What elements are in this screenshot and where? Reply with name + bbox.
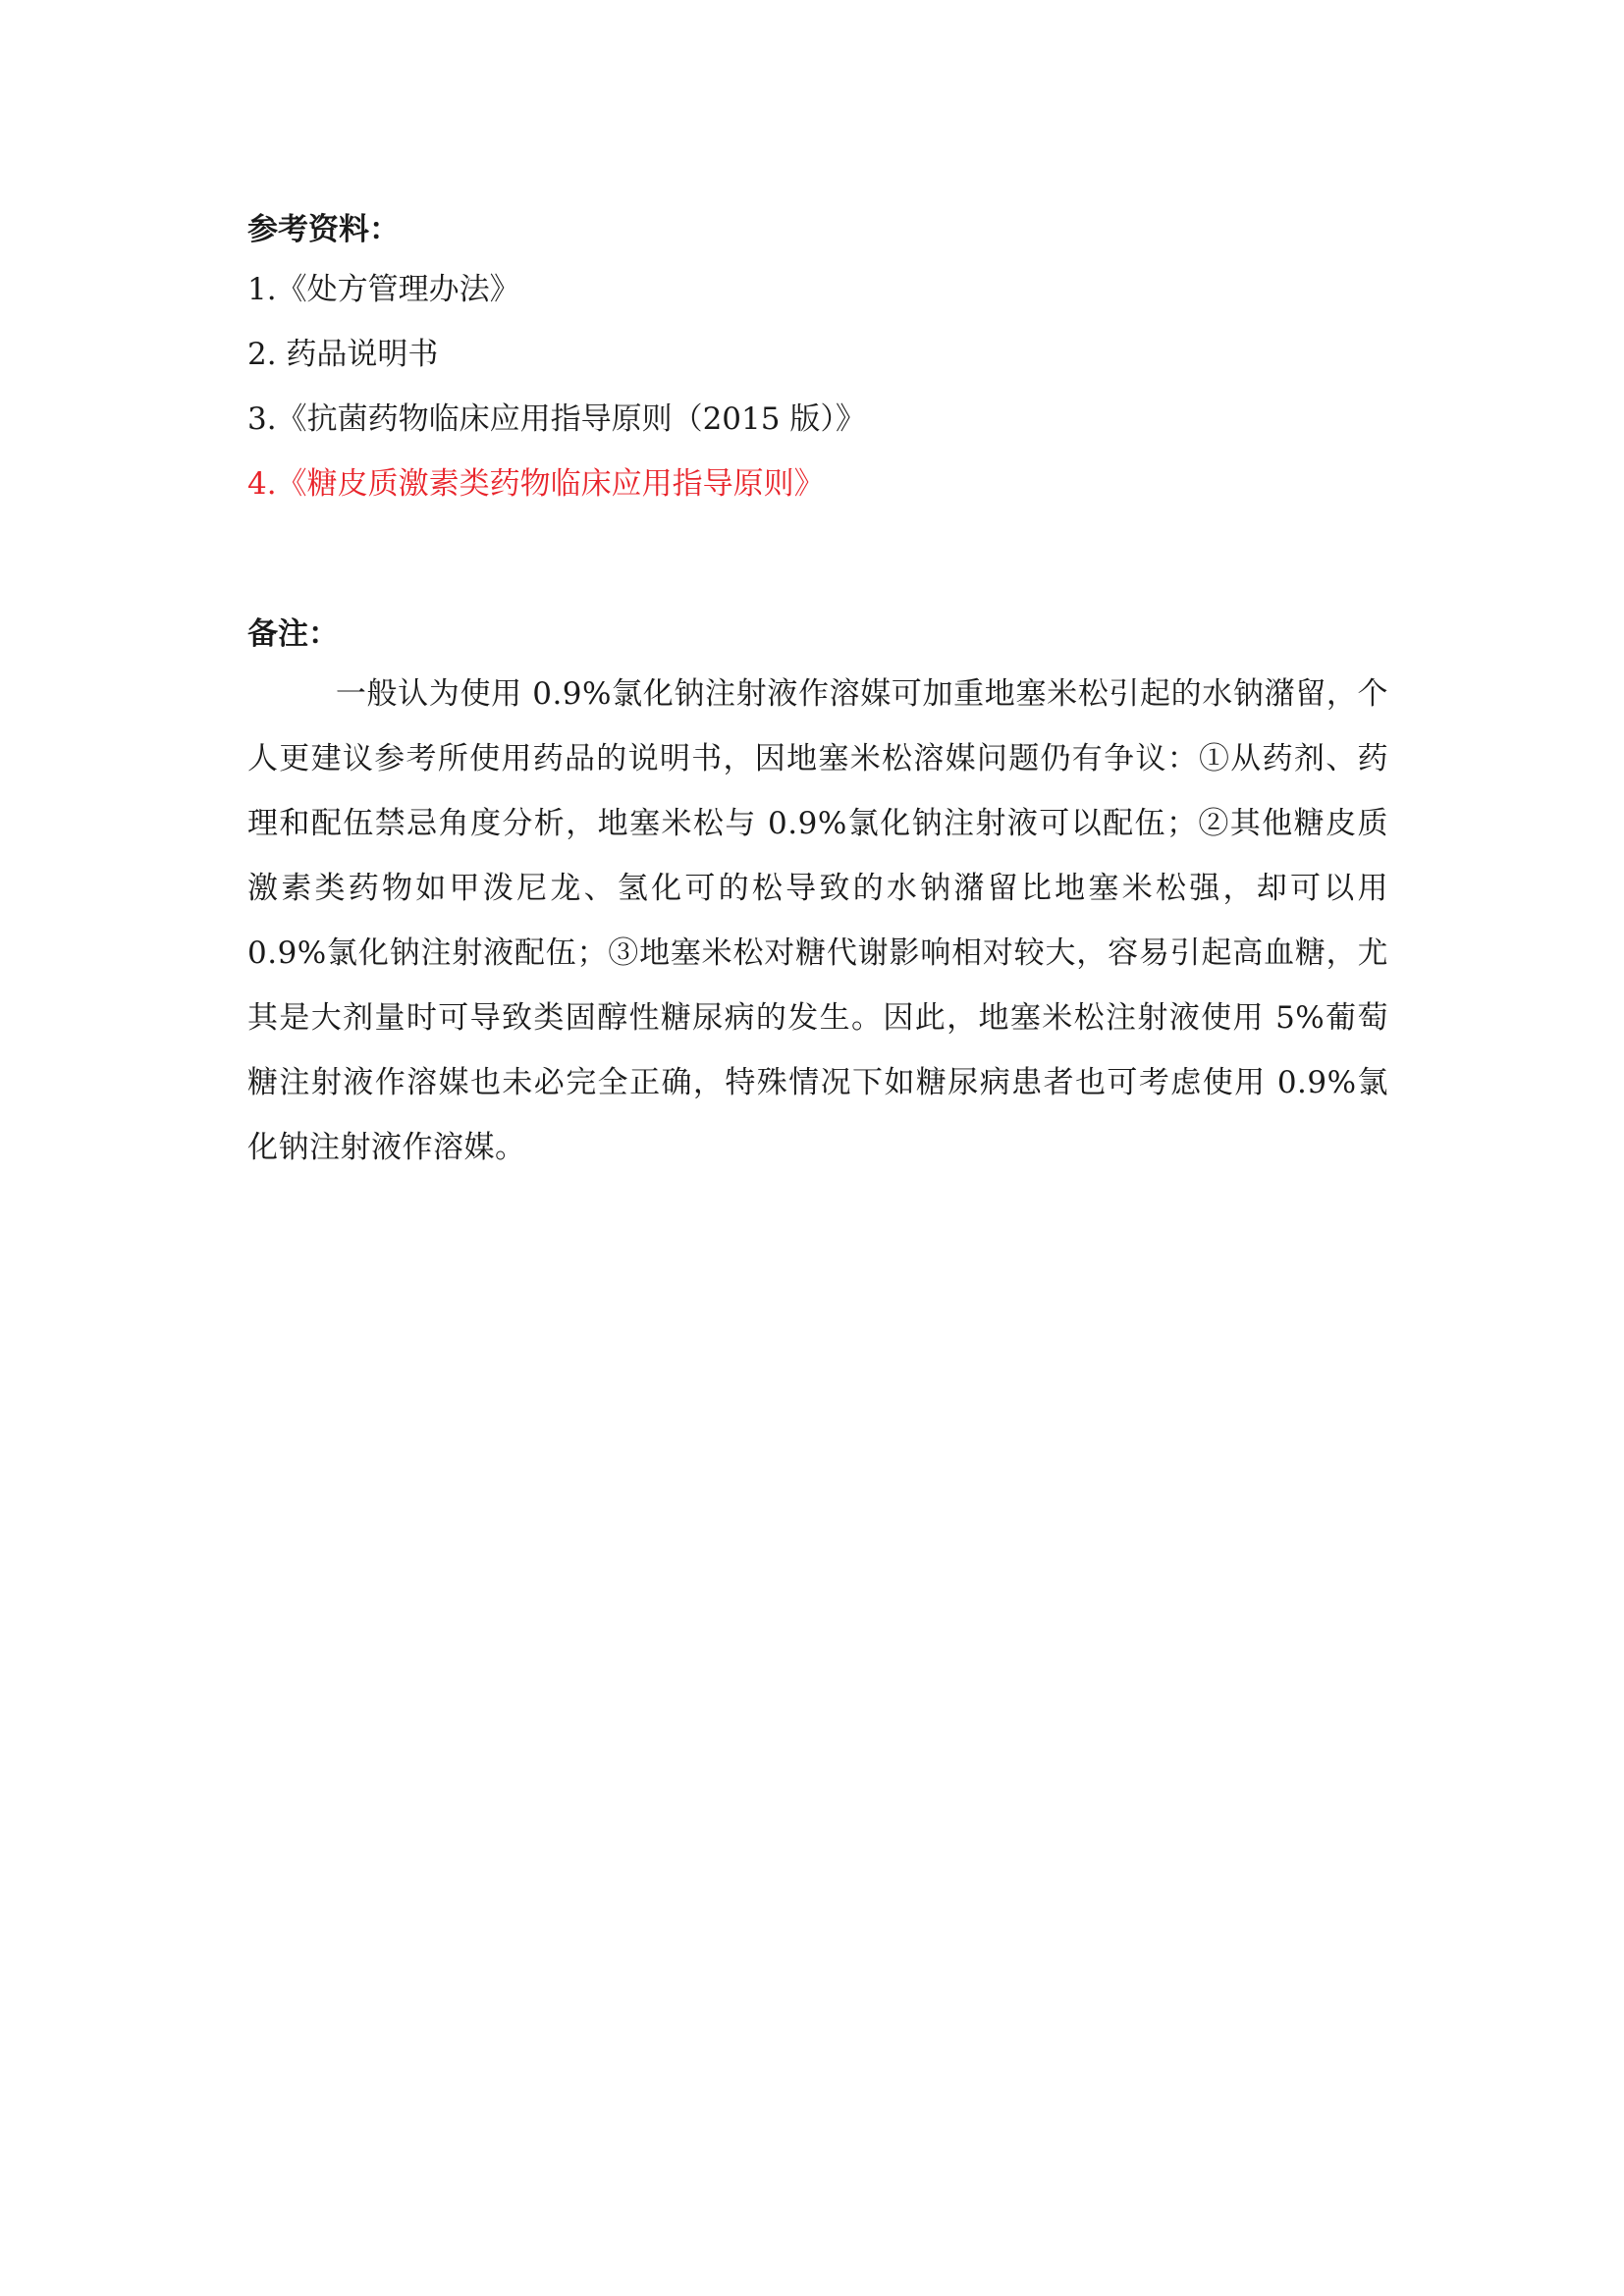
reference-item-4: 4.《糖皮质激素类药物临床应用指导原则》 xyxy=(247,466,825,502)
reference-item-1: 1.《处方管理办法》 xyxy=(247,272,520,307)
page-content xyxy=(247,202,1388,1180)
notes-heading: 备注： xyxy=(247,616,339,652)
references-list xyxy=(247,257,1388,516)
references-section xyxy=(247,202,1388,516)
notes-section xyxy=(247,607,1388,1180)
reference-item-2: 2. 药品说明书 xyxy=(247,337,439,372)
reference-item-3: 3.《抗菌药物临床应用指导原则（2015 版）》 xyxy=(247,401,866,437)
references-heading: 参考资料： xyxy=(247,212,400,247)
notes-paragraph: 一般认为使用 0.9%氯化钠注射液作溶媒可加重地塞米松引起的水钠潴留，个人更建议参考所使用药品的说明书，因地塞米松溶媒问题仍有争议：①从药剂、药理和配伍禁忌角度分析，地塞米松与 0.9%氯化钠注射液可以配伍；②其他糖皮质激素类药物如甲泼尼龙、氢化可的松导致的水钠潴留比地塞米松强，却可以用 0.9%氯化钠注射液配伍；③地塞米松对糖代谢影响相对较大，容易引起高血糖，尤其是大剂量时可导致类固醇性糖尿病的发生。因此，地塞米松注射液使用 5%葡萄糖注射液作溶媒也未必完全正确，特殊情况下如糖尿病患者也可考虑使用 0.9%氯化钠注射液作溶媒。 xyxy=(247,676,1388,1165)
